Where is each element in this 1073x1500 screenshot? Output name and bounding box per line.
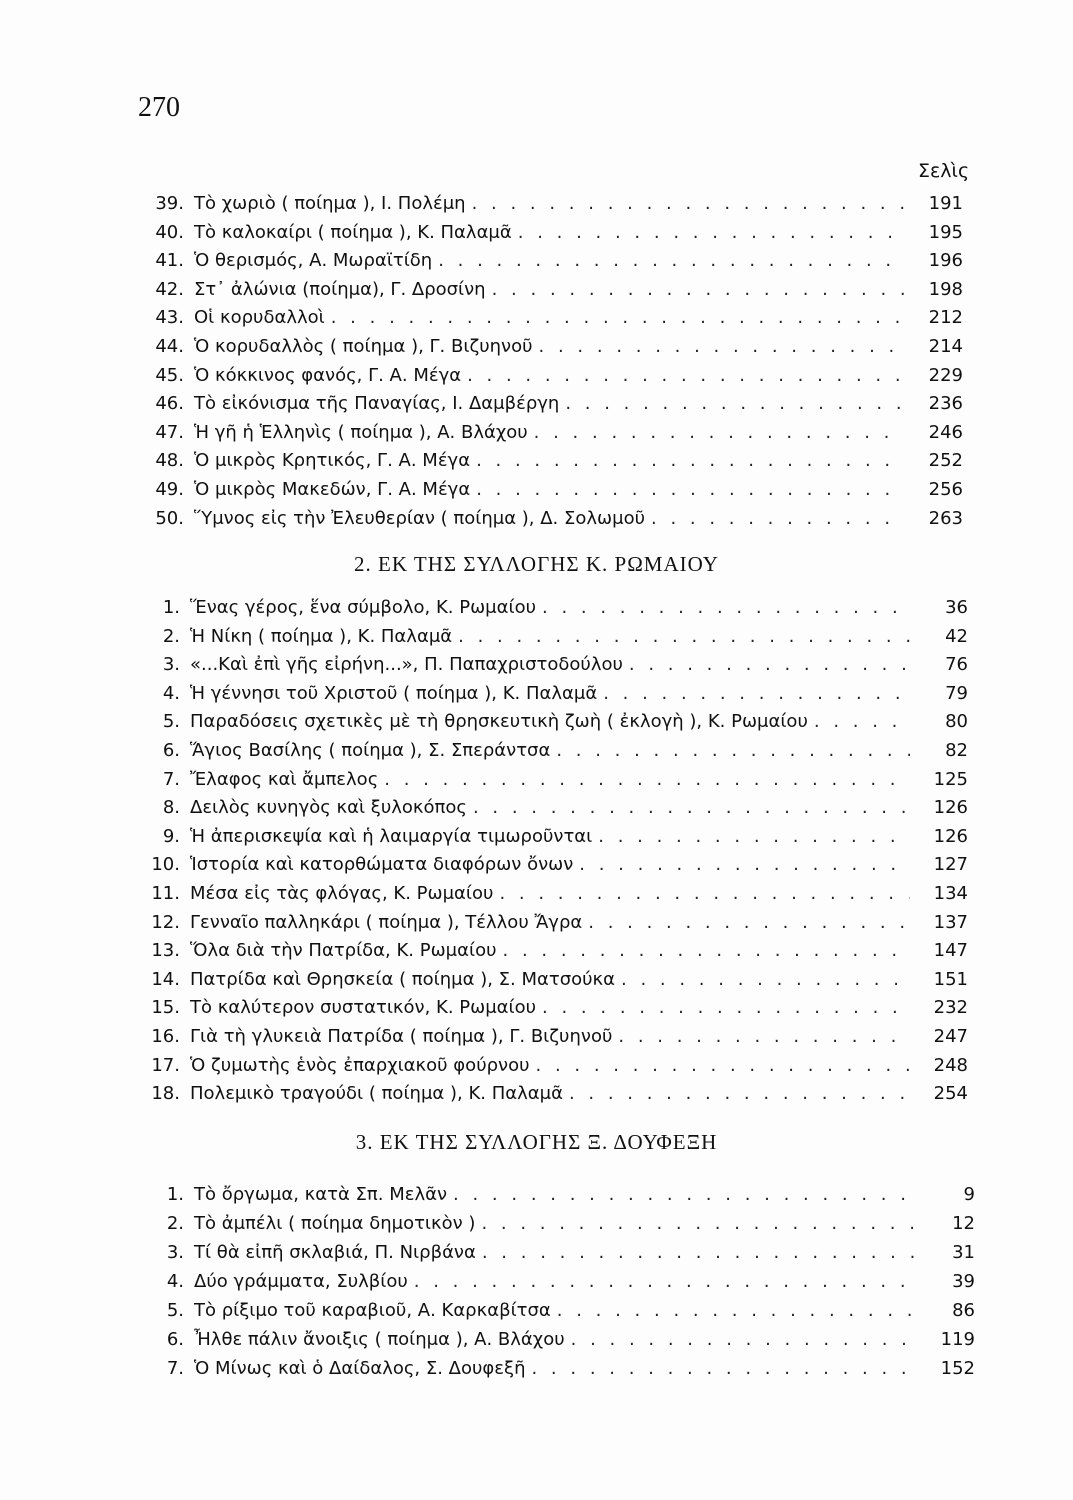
- page-number: 270: [138, 92, 180, 123]
- toc-entry-number: 48.: [155, 450, 184, 472]
- toc-entry-title: Ἡ ἀπερισκεψία καὶ ἡ λαιμαργία τιμωροῦνται: [190, 825, 593, 847]
- toc-entry: [140, 794, 968, 822]
- toc-entry-page: 236: [928, 393, 963, 415]
- toc-entry-title: Ἕνας γέρος, ἕνα σύμβολο, Κ. Ρωμαίου: [190, 597, 536, 618]
- toc-dot-leader: [556, 737, 910, 765]
- toc-entry-title: «...Καὶ ἐπὶ γῆς εἰρήνη...», Π. Παπαχριστοδούλου: [190, 654, 623, 676]
- toc-entry-title: Πατρίδα καὶ Θρησκεία ( ποίημα ), Σ. Ματσούκα: [190, 968, 616, 990]
- toc-entry-number: 47.: [155, 421, 184, 443]
- toc-entry: [140, 419, 963, 447]
- toc-entry: [140, 190, 963, 218]
- toc-entry: [140, 219, 963, 247]
- toc-entry-number: 8.: [162, 797, 180, 819]
- toc-dot-leader: [629, 651, 910, 679]
- toc-entry-title: Ἡ γέννησι τοῦ Χριστοῦ ( ποίημα ), Κ. Παλαμᾶ: [190, 682, 598, 704]
- toc-dot-leader: [542, 994, 910, 1022]
- toc-entry: [140, 594, 968, 622]
- toc-entry: [146, 1181, 975, 1209]
- toc-entry-page: 82: [945, 740, 968, 761]
- toc-entry: [140, 505, 963, 533]
- page-column-header: Σελὶς: [918, 160, 970, 182]
- toc-entry-page: 151: [933, 968, 968, 990]
- toc-entry: [140, 909, 968, 937]
- toc-entry-page: 196: [928, 250, 963, 272]
- toc-dot-leader: [476, 447, 905, 475]
- toc-entry-page: 212: [928, 307, 963, 329]
- toc-entry-number: 9.: [162, 825, 180, 847]
- toc-entry-number: 16.: [151, 1026, 180, 1047]
- toc-entry: [140, 823, 968, 851]
- toc-dot-leader: [467, 362, 905, 390]
- toc-dot-leader: [598, 823, 910, 851]
- toc-entry-page: 39: [952, 1271, 975, 1292]
- toc-entry-number: 5.: [162, 711, 180, 733]
- toc-dot-leader: [503, 937, 910, 965]
- toc-entry-page: 80: [945, 711, 968, 733]
- toc-entry-title: Δύο γράμματα, Συλβίου: [194, 1271, 408, 1292]
- toc-dot-leader: [476, 476, 905, 504]
- toc-dot-leader: [481, 1210, 917, 1238]
- toc-entry-page: 214: [928, 336, 963, 357]
- toc-entry-page: 119: [940, 1329, 975, 1350]
- toc-entry-number: 7.: [162, 768, 180, 790]
- toc-dot-leader: [482, 1239, 917, 1267]
- toc-dot-leader: [618, 1023, 910, 1051]
- toc-entry: [146, 1326, 975, 1354]
- toc-entry-title: Τὸ εἰκόνισμα τῆς Παναγίας, Ι. Δαμβέργη: [194, 393, 560, 415]
- toc-entry-page: 248: [933, 1054, 968, 1076]
- toc-entry-number: 4.: [162, 682, 180, 704]
- toc-entry: [146, 1355, 975, 1383]
- toc-entry-page: 263: [928, 507, 963, 529]
- toc-entry-page: 229: [928, 364, 963, 386]
- toc-entry-page: 134: [933, 883, 968, 904]
- toc-entry-page: 247: [933, 1026, 968, 1047]
- toc-entry-number: 6.: [166, 1329, 184, 1350]
- toc-entry-title: Ὁ μικρὸς Κρητικός, Γ. Α. Μέγα: [194, 450, 471, 472]
- toc-dot-leader: [472, 190, 905, 218]
- toc-entry-title: Τὸ ὄργωμα, κατὰ Σπ. Μελᾶν: [194, 1184, 448, 1205]
- toc-entry-page: 191: [928, 193, 963, 214]
- toc-entry: [140, 304, 963, 332]
- toc-entry-title: Τὸ ἀμπέλι ( ποίημα δημοτικὸν ): [194, 1213, 476, 1234]
- toc-entry-number: 5.: [166, 1300, 184, 1321]
- toc-entry-page: 127: [933, 854, 968, 876]
- toc-entry-title: Ἦλθε πάλιν ἄνοιξις ( ποίημα ), Α. Βλάχου: [194, 1329, 565, 1350]
- toc-dot-leader: [499, 880, 910, 908]
- toc-entry-page: 232: [933, 997, 968, 1019]
- toc-entry: [140, 476, 963, 504]
- toc-entry-page: 256: [928, 479, 963, 500]
- toc-entry-title: Ὁ κορυδαλλὸς ( ποίημα ), Γ. Βιζυηνοῦ: [194, 336, 533, 357]
- toc-entry-number: 44.: [155, 336, 184, 357]
- toc-entry-number: 50.: [155, 507, 184, 529]
- toc-entry-title: Ὁ κόκκινος φανός, Γ. Α. Μέγα: [194, 364, 462, 386]
- toc-entry-title: Τὸ χωριὸ ( ποίημα ), Ι. Πολέμη: [194, 193, 466, 214]
- toc-entry: [140, 333, 963, 361]
- toc-entry-number: 6.: [162, 740, 180, 761]
- toc-entry-title: Ἔλαφος καὶ ἄμπελος: [190, 768, 379, 790]
- toc-entry-title: Τί θὰ εἰπῆ σκλαβιά, Π. Νιρβάνα: [194, 1242, 476, 1263]
- toc-entry-page: 254: [933, 1083, 968, 1105]
- toc-entry-page: 137: [933, 911, 968, 933]
- toc-dot-leader: [384, 766, 910, 794]
- toc-entry: [140, 708, 968, 736]
- toc-entry: [140, 1023, 968, 1051]
- toc-entry-number: 3.: [162, 654, 180, 676]
- toc-entry-number: 2.: [166, 1213, 184, 1234]
- toc-entry-number: 45.: [155, 364, 184, 386]
- toc-entry: [140, 362, 963, 390]
- toc-entry-number: 43.: [155, 307, 184, 329]
- toc-entry: [140, 680, 968, 708]
- toc-entry-page: 76: [945, 654, 968, 676]
- toc-entry-number: 3.: [166, 1242, 184, 1263]
- toc-entry-number: 7.: [166, 1358, 184, 1379]
- toc-dot-leader: [518, 219, 905, 247]
- toc-dot-leader: [473, 794, 910, 822]
- toc-dot-leader: [534, 419, 905, 447]
- toc-entry-number: 46.: [155, 393, 184, 415]
- toc-entry-title: Γενναῖο παλληκάρι ( ποίημα ), Τέλλου Ἄγρα: [190, 911, 583, 933]
- toc-entry: [140, 390, 963, 418]
- toc-entry: [140, 851, 968, 879]
- toc-entry: [146, 1268, 975, 1296]
- toc-entry-title: Ἅγιος Βασίλης ( ποίημα ), Σ. Σπεράντσα: [190, 740, 551, 761]
- toc-dot-leader: [814, 708, 910, 736]
- toc-entry-number: 17.: [151, 1054, 180, 1076]
- toc-entry-page: 126: [933, 825, 968, 847]
- toc-dot-leader: [557, 1297, 917, 1325]
- toc-entry-number: 40.: [155, 221, 184, 243]
- toc-dot-leader: [453, 1181, 917, 1209]
- toc-entry: [146, 1297, 975, 1325]
- toc-entry-title: Ὅλα διὰ τὴν Πατρίδα, Κ. Ρωμαίου: [190, 940, 497, 962]
- toc-dot-leader: [565, 390, 905, 418]
- toc-dot-leader: [438, 247, 905, 275]
- toc-entry-title: Ὁ ζυμωτὴς ἑνὸς ἐπαρχιακοῦ φούρνου: [190, 1054, 530, 1076]
- toc-dot-leader: [331, 304, 905, 332]
- toc-entry-page: 79: [945, 682, 968, 704]
- toc-dot-leader: [579, 851, 910, 879]
- toc-entry: [140, 651, 968, 679]
- toc-dot-leader: [542, 594, 910, 622]
- toc-entry-title: Δειλὸς κυνηγὸς καὶ ξυλοκόπος: [190, 797, 467, 819]
- toc-entry: [140, 447, 963, 475]
- toc-entry-page: 125: [933, 768, 968, 790]
- toc-entry-title: Παραδόσεις σχετικὲς μὲ τὴ θρησκευτικὴ ζωὴ ( ἐκλογὴ ), Κ. Ρωμαίου: [190, 711, 808, 733]
- toc-entry-number: 15.: [151, 997, 180, 1019]
- toc-entry-title: Οἱ κορυδαλλοὶ: [194, 307, 325, 329]
- toc-entry-page: 198: [928, 278, 963, 300]
- toc-entry-page: 246: [928, 421, 963, 443]
- toc-entry-number: 39.: [155, 193, 184, 214]
- toc-entry: [140, 623, 968, 651]
- toc-dot-leader: [492, 276, 905, 304]
- toc-entry-page: 42: [945, 625, 968, 647]
- toc-entry-title: Γιὰ τὴ γλυκειὰ Πατρίδα ( ποίημα ), Γ. Βιζυηνοῦ: [190, 1026, 613, 1047]
- toc-dot-leader: [588, 909, 910, 937]
- toc-entry-title: Ὁ θερισμός, Α. Μωραϊτίδη: [194, 250, 433, 272]
- toc-entry: [140, 1080, 968, 1108]
- toc-entry-title: Τὸ καλοκαίρι ( ποίημα ), Κ. Παλαμᾶ: [194, 221, 512, 243]
- toc-entry: [140, 880, 968, 908]
- toc-entry-number: 1.: [166, 1184, 184, 1205]
- toc-dot-leader: [414, 1268, 917, 1296]
- section-heading-doufexi: 3. ΕΚ ΤΗΣ ΣΥΛΛΟΓΗΣ Ξ. ΔΟΥΦΕΞΗ: [355, 1130, 718, 1154]
- toc-entry: [140, 1052, 968, 1080]
- toc-entry: [140, 737, 968, 765]
- toc-entry-number: 49.: [155, 479, 184, 500]
- toc-entry-page: 152: [940, 1358, 975, 1379]
- toc-entry-number: 42.: [155, 278, 184, 300]
- toc-entry-page: 126: [933, 797, 968, 819]
- toc-entry-title: Ἱστορία καὶ κατορθώματα διαφόρων ὄνων: [190, 854, 574, 876]
- toc-entry-page: 36: [945, 597, 968, 618]
- toc-entry: [140, 994, 968, 1022]
- toc-dot-leader: [651, 505, 905, 533]
- toc-entry: [140, 276, 963, 304]
- toc-dot-leader: [536, 1052, 910, 1080]
- toc-entry-page: 9: [963, 1184, 975, 1205]
- toc-entry-number: 1.: [162, 597, 180, 618]
- toc-entry-page: 252: [928, 450, 963, 472]
- toc-entry-page: 31: [952, 1242, 975, 1263]
- toc-dot-leader: [603, 680, 910, 708]
- toc-entry-number: 14.: [151, 968, 180, 990]
- toc-dot-leader: [621, 966, 910, 994]
- toc-entry-title: Τὸ ρίξιμο τοῦ καραβιοῦ, Α. Καρκαβίτσα: [194, 1300, 551, 1321]
- toc-dot-leader: [571, 1326, 917, 1354]
- toc-entry-number: 2.: [162, 625, 180, 647]
- toc-entry-number: 12.: [151, 911, 180, 933]
- toc-dot-leader: [458, 623, 910, 651]
- toc-entry: [146, 1239, 975, 1267]
- toc-entry-title: Πολεμικὸ τραγούδι ( ποίημα ), Κ. Παλαμᾶ: [190, 1083, 563, 1105]
- toc-entry-title: Ἡ Νίκη ( ποίημα ), Κ. Παλαμᾶ: [190, 625, 453, 647]
- toc-entry-page: 195: [928, 221, 963, 243]
- toc-entry: [140, 766, 968, 794]
- toc-entry-number: 11.: [151, 883, 180, 904]
- toc-entry-title: Τὸ καλύτερον συστατικόν, Κ. Ρωμαίου: [190, 997, 537, 1019]
- toc-entry-title: Ὁ Μίνως καὶ ὁ Δαίδαλος, Σ. Δουφεξῆ: [194, 1358, 526, 1379]
- toc-entry-title: Μέσα εἰς τὰς φλόγας, Κ. Ρωμαίου: [190, 883, 494, 904]
- toc-dot-leader: [539, 333, 905, 361]
- toc-entry: [140, 247, 963, 275]
- toc-entry-number: 10.: [151, 854, 180, 876]
- toc-entry-number: 4.: [166, 1271, 184, 1292]
- toc-entry-title: Ὁ μικρὸς Μακεδών, Γ. Α. Μέγα: [194, 479, 471, 500]
- toc-dot-leader: [531, 1355, 917, 1383]
- toc-entry-title: Ἡ γῆ ἡ Ἑλληνὶς ( ποίημα ), Α. Βλάχου: [194, 421, 528, 443]
- toc-entry: [140, 937, 968, 965]
- toc-entry-number: 13.: [151, 940, 180, 962]
- toc-entry-page: 86: [952, 1300, 975, 1321]
- toc-entry: [146, 1210, 975, 1238]
- toc-entry-page: 12: [952, 1213, 975, 1234]
- toc-entry-number: 18.: [151, 1083, 180, 1105]
- toc-entry-page: 147: [933, 940, 968, 962]
- toc-dot-leader: [569, 1080, 910, 1108]
- section-heading-romaiou: 2. ΕΚ ΤΗΣ ΣΥΛΛΟΓΗΣ Κ. ΡΩΜΑΙΟΥ: [354, 552, 719, 576]
- toc-entry-number: 41.: [155, 250, 184, 272]
- toc-entry-title: Στ᾽ ἀλώνια (ποίημα), Γ. Δροσίνη: [194, 278, 486, 300]
- toc-entry-title: Ὕμνος εἰς τὴν Ἐλευθερίαν ( ποίημα ), Δ. Σολωμοῦ: [194, 507, 645, 529]
- toc-entry: [140, 966, 968, 994]
